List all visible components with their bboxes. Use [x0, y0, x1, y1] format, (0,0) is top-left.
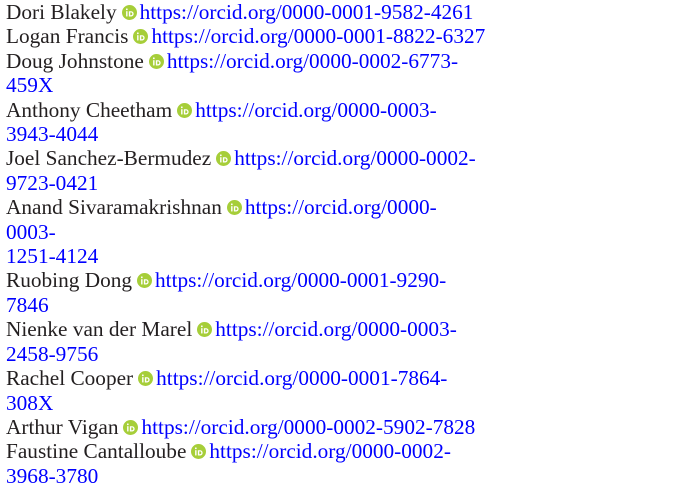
author-entry [6, 366, 486, 415]
author-name: Joel Sanchez-Bermudez [6, 146, 212, 171]
author-name: Anand Sivaramakrishnan [6, 195, 222, 220]
author-entry [6, 98, 486, 147]
orcid-link-part1: https://orcid.org/0000-0002-6773-459X [6, 48, 459, 98]
author-name: Arthur Vigan [6, 414, 119, 439]
author-name: Doug Johnstone [6, 48, 144, 73]
orcid-link-part1: https://orcid.org/0000-0003- [6, 195, 437, 244]
orcid-link-part1: https://orcid.org/0000-0003- [215, 317, 457, 342]
orcid-link-part1: https://orcid.org/0000-0001-7864-308X [6, 366, 448, 415]
orcid-icon [123, 420, 138, 435]
orcid-icon [177, 103, 192, 118]
author-entry [6, 195, 486, 268]
orcid-link[interactable] [141, 415, 475, 439]
author-name: Faustine Cantalloube [6, 439, 187, 464]
orcid-link-part2: 9723-0421 [6, 170, 99, 195]
author-entry [6, 268, 486, 317]
orcid-icon [122, 5, 137, 20]
orcid-link-part2: 2458-9756 [6, 341, 99, 366]
orcid-link-part2: 3968-3780 [6, 463, 99, 488]
author-entry [6, 146, 486, 195]
orcid-link-part1: https://orcid.org/0000-0001-9290-7846 [6, 268, 447, 317]
author-name: Logan Francis [6, 24, 129, 49]
orcid-link[interactable] [140, 0, 474, 24]
author-name: Nienke van der Marel [6, 317, 193, 342]
author-name: Dori Blakely [6, 0, 117, 24]
author-name: Anthony Cheetham [6, 97, 173, 122]
orcid-icon [227, 200, 242, 215]
author-name: Rachel Cooper [6, 366, 134, 391]
author-entry [6, 439, 486, 488]
orcid-icon [138, 371, 153, 386]
orcid-icon [133, 29, 148, 44]
author-entry [6, 415, 486, 439]
orcid-link-part1: https://orcid.org/0000-0002- [234, 146, 476, 171]
author-entry [6, 0, 486, 24]
orcid-link-part1: https://orcid.org/0000-0002-5902-7828 [141, 414, 476, 439]
orcid-icon [197, 322, 212, 337]
orcid-link-part1: https://orcid.org/0000-0002- [209, 439, 451, 464]
author-entry [6, 49, 486, 98]
orcid-link-part1: https://orcid.org/0000-0001-9582-4261 [139, 0, 474, 24]
orcid-icon [216, 151, 231, 166]
author-name: Ruobing Dong [6, 268, 133, 293]
orcid-icon [149, 54, 164, 69]
orcid-link[interactable] [151, 24, 485, 48]
orcid-link-part2: 1251-4124 [6, 244, 99, 269]
orcid-icon [191, 444, 206, 459]
orcid-link-part1: https://orcid.org/0000-0003-3943-4044 [6, 97, 437, 147]
orcid-link-part1: https://orcid.org/0000-0001-8822-6327 [151, 24, 486, 49]
author-entry [6, 24, 486, 48]
author-entry [6, 317, 486, 366]
orcid-icon [137, 273, 152, 288]
